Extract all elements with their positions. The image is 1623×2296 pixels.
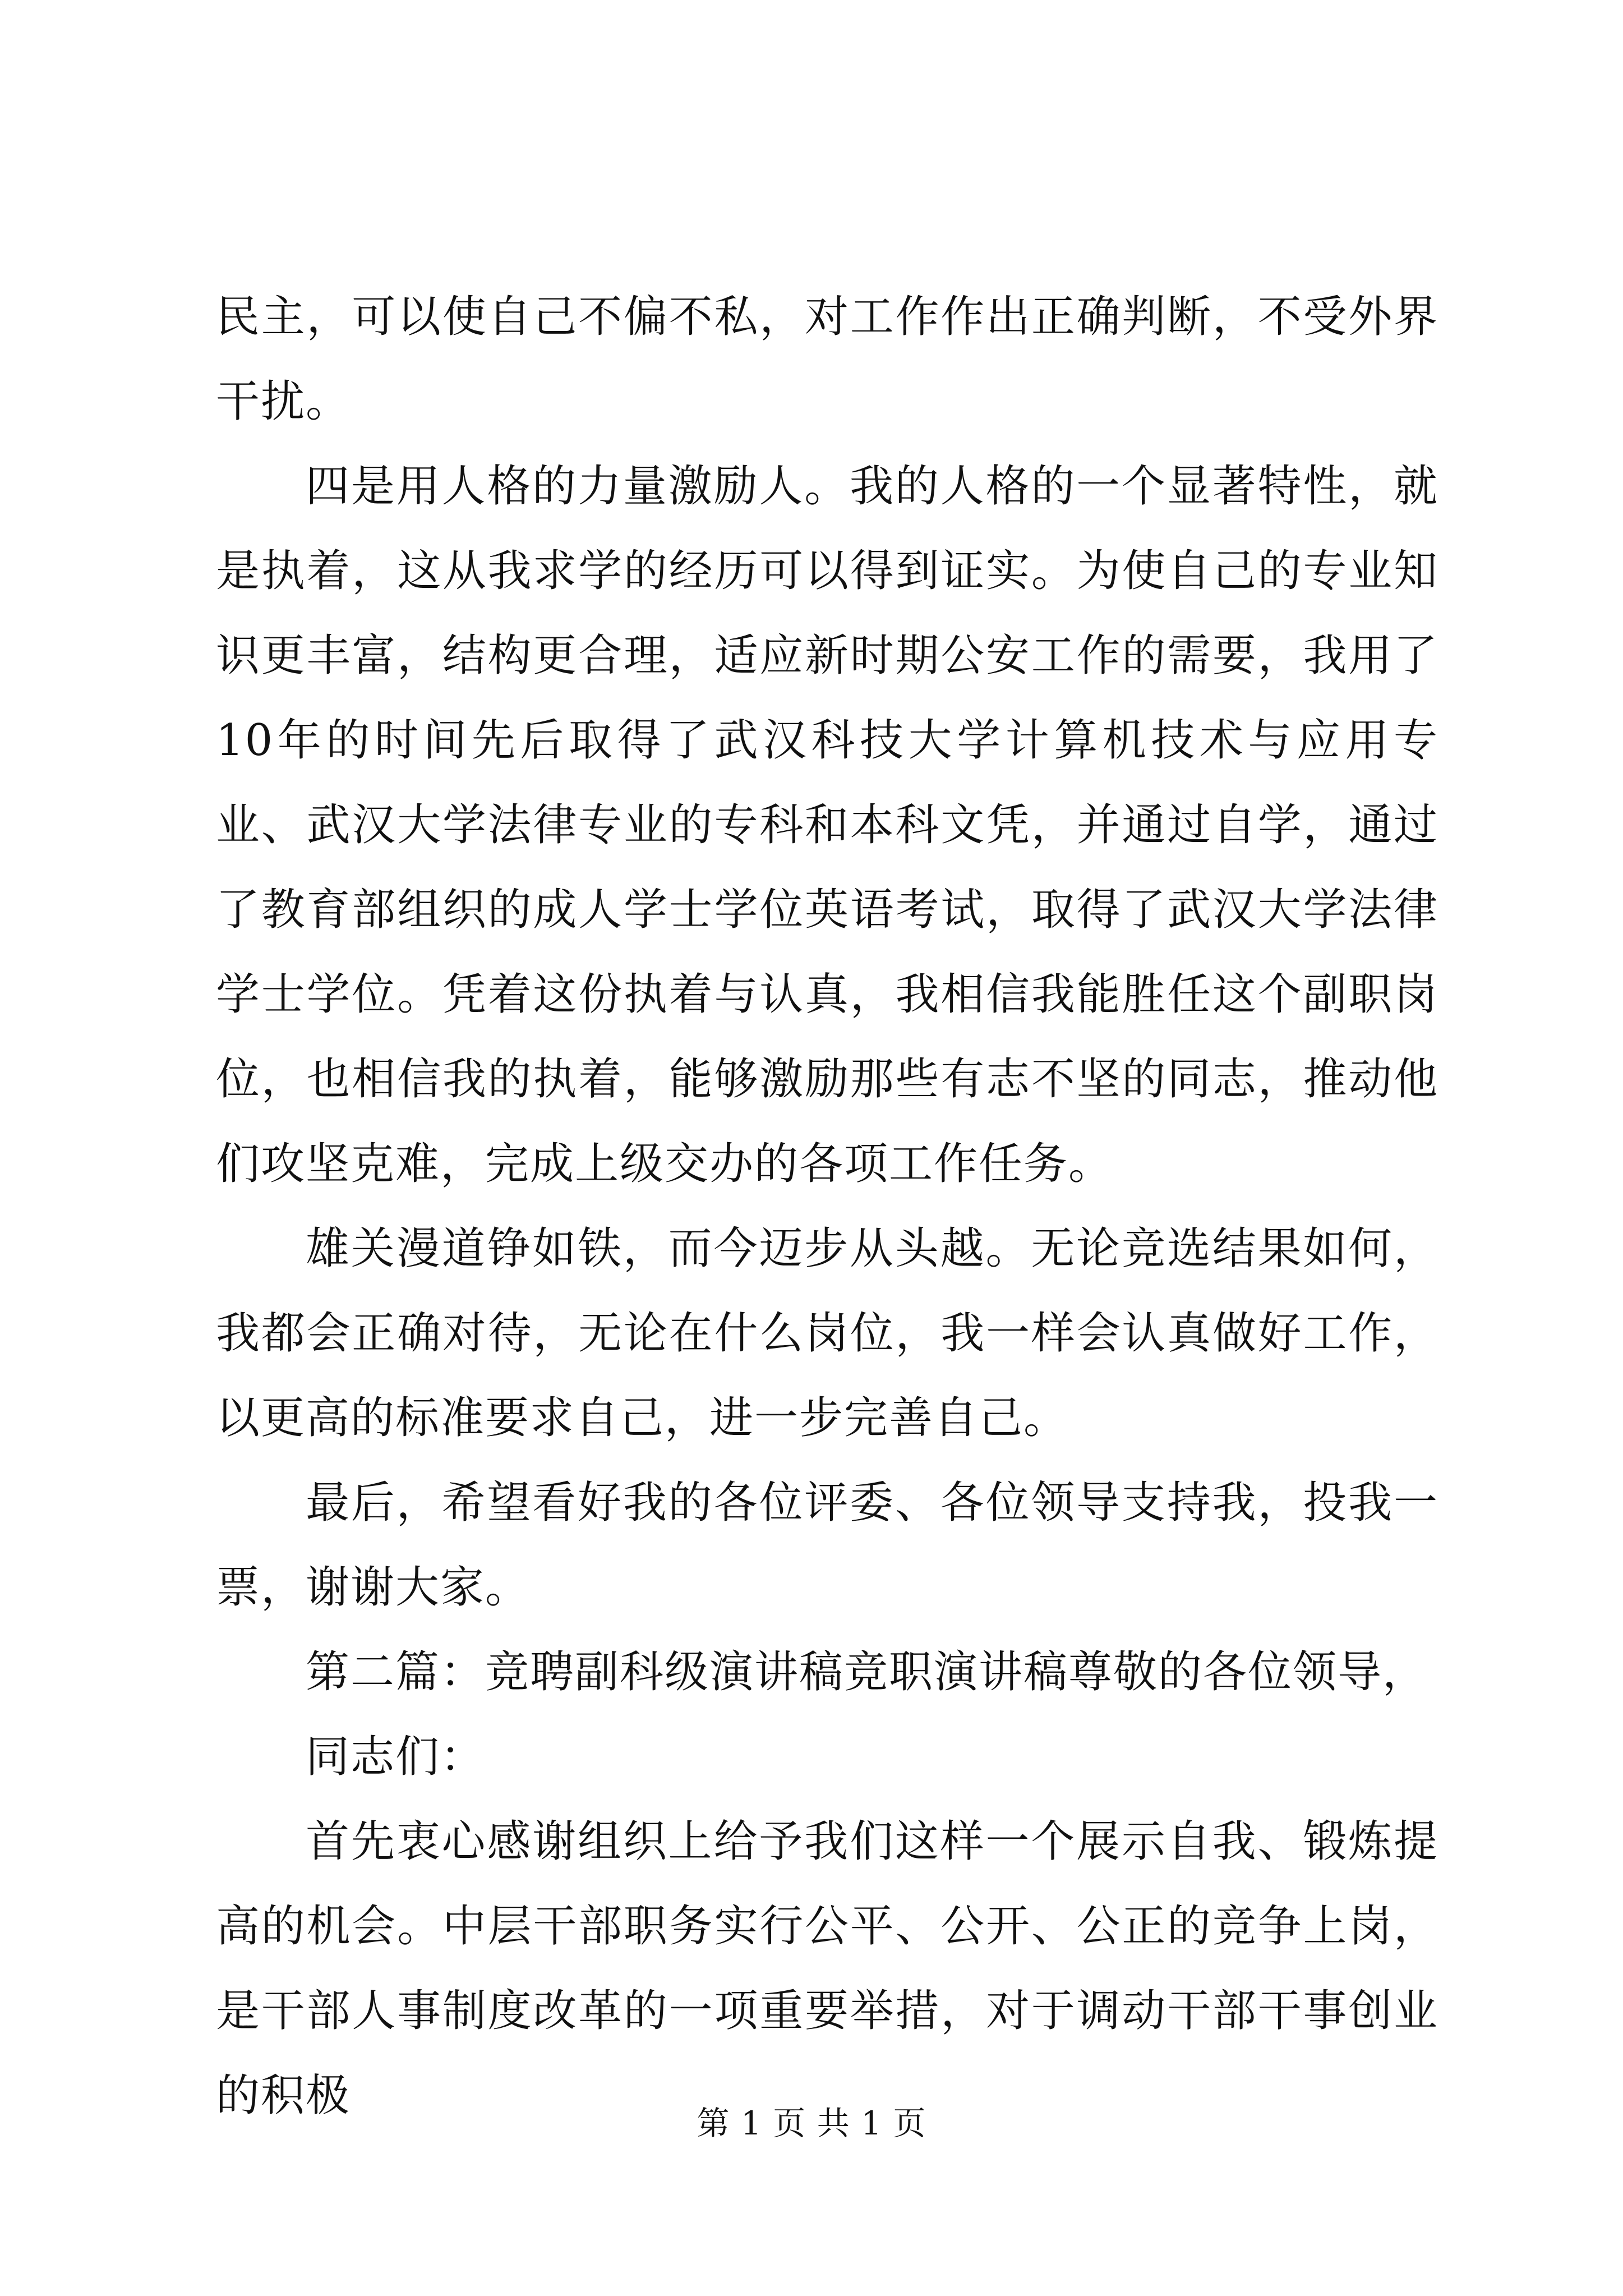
page-footer: 第 1 页 共 1 页 bbox=[697, 2104, 926, 2142]
paragraph-personality: 四是用人格的力量激励人。我的人格的一个显著特性，就是执着，这从我求学的经历可以得到证实。为使自己的专业知识更丰富，结构更合理，适应新时期公安工作的需要，我用了10年的时间先后取得了武汉科技大学计算机技术与应用专业、武汉大学法律专业的专科和本科文凭，并通过自学，通过了教育部组织的成人学士学位英语考试，取得了武汉大学法律学士学位。凭着这份执着与认真，我相信我能胜任这个副职岗位，也相信我的执着，能够激励那些有志不坚的同志，推动他们攻坚克难，完成上级交办的各项工作任务。 bbox=[216, 461, 1438, 1189]
section-heading-second-article: 第二篇：竞聘副科级演讲稿竞职演讲稿尊敬的各位领导， bbox=[306, 1647, 1428, 1697]
salutation: 同志们： bbox=[306, 1732, 486, 1782]
paragraph-closing: 最后，希望看好我的各位评委、各位领导支持我，投我一票，谢谢大家。 bbox=[216, 1478, 1438, 1613]
document-body bbox=[216, 275, 1438, 2138]
paragraph-resolve: 雄关漫道铮如铁，而今迈步从头越。无论竞选结果如何，我都会正确对待，无论在什么岗位，我一样会认真做好工作，以更高的标准要求自己，进一步完善自己。 bbox=[216, 1223, 1438, 1443]
paragraph-gratitude: 首先衷心感谢组织上给予我们这样一个展示自我、锻炼提高的机会。中层干部职务实行公平、公开、公正的竞争上岗，是干部人事制度改革的一项重要举措，对于调动干部干事创业的积极 bbox=[216, 1816, 1438, 2121]
paragraph-continuation: 民主，可以使自己不偏不私，对工作作出正确判断，不受外界干扰。 bbox=[216, 292, 1438, 427]
